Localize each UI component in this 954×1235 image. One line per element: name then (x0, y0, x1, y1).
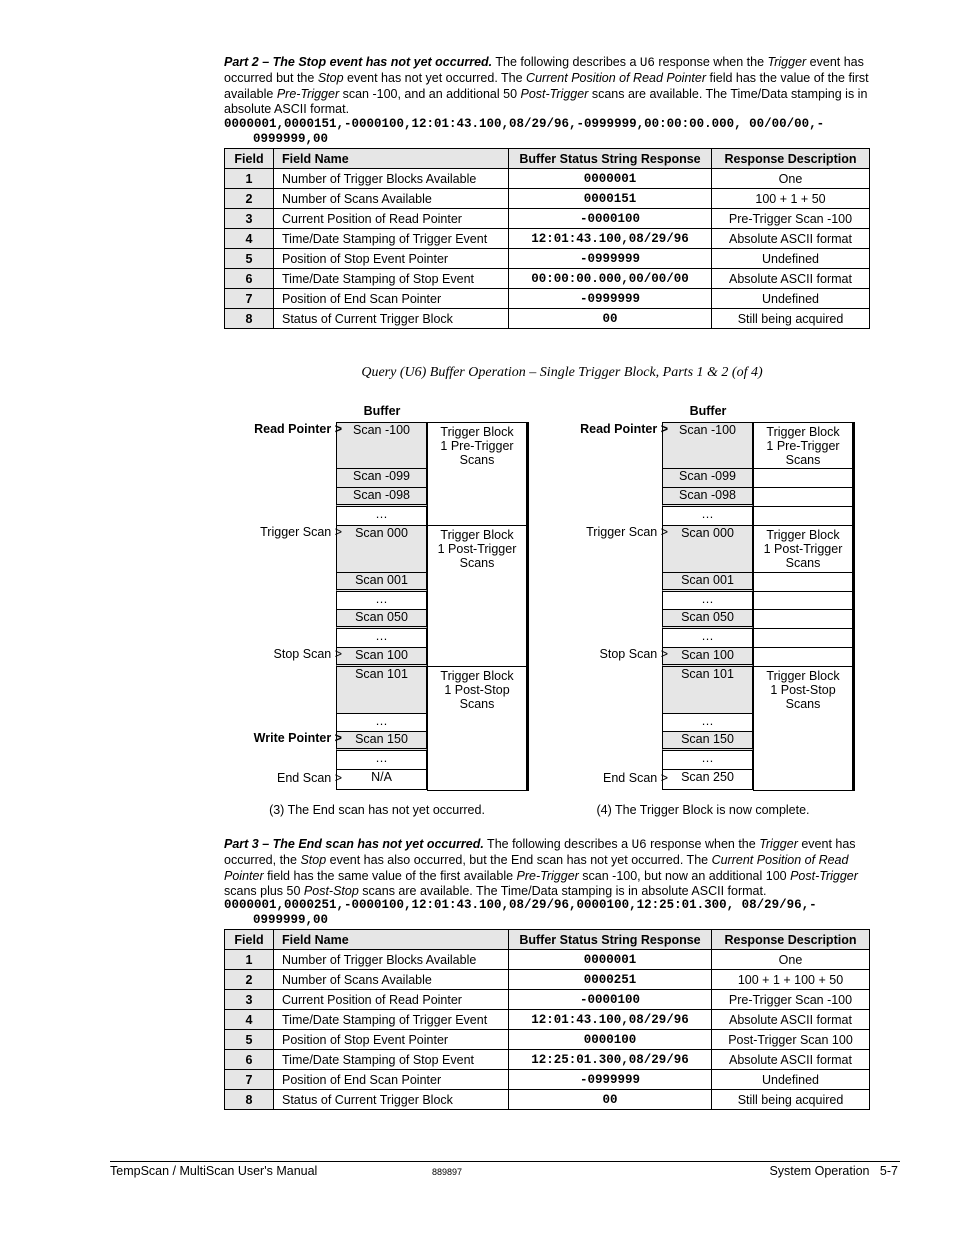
pointer-label-trigger: Trigger Scan > (586, 525, 668, 539)
part3-text-segment: event has also occurred, but the End scan has not yet occurred. The (326, 853, 712, 868)
footer-part-number: 889897 (432, 1167, 463, 1177)
table-row (225, 1030, 870, 1050)
part2-text-segment: Current Position of Read Pointer (526, 71, 707, 86)
part3-text-segment: event has occurred, the (224, 837, 856, 868)
col-field-name: Field Name (274, 930, 509, 950)
buffer-scan-cell: Scan 100 (662, 647, 753, 667)
field-number-cell: 5 (225, 249, 274, 269)
field-name-cell: Time/Date Stamping of Stop Event (274, 1050, 509, 1070)
buffer-scan-cell: Scan 050 (662, 609, 753, 629)
table-row (225, 269, 870, 289)
field-name-cell: Status of Current Trigger Block (274, 1090, 509, 1110)
field-name-cell: Position of Stop Event Pointer (274, 1030, 509, 1050)
table-row (225, 189, 870, 209)
buffer-scan-cell: Scan 000 (336, 525, 427, 573)
buffer-status-cell: 0000001 (509, 950, 712, 970)
part3-code-line2: 0999999,00 (253, 913, 329, 927)
part3-title: Part 3 – The End scan has not yet occurred. (224, 837, 484, 851)
field-name-cell: Number of Trigger Blocks Available (274, 169, 509, 189)
table-row (225, 289, 870, 309)
buffer-scan-cell: Scan -100 (336, 422, 427, 470)
empty-block-cell (753, 487, 853, 507)
buffer-status-cell: -0999999 (509, 249, 712, 269)
empty-block-cell (753, 591, 853, 611)
response-description-cell: Undefined (712, 289, 870, 309)
response-description-cell: Absolute ASCII format (712, 1050, 870, 1070)
pointer-label-end: End Scan > (277, 771, 342, 785)
response-description-cell: Post-Trigger Scan 100 (712, 1030, 870, 1050)
buffer-status-cell: 12:01:43.100,08/29/96 (509, 229, 712, 249)
part2-text-segment: scans are available. The Time/Data stamping is in absolute ASCII format. (224, 86, 868, 116)
table-row (225, 209, 870, 229)
part3-text-segment: field has the same value of the first available (263, 868, 517, 883)
buffer-scan-cell: … (336, 750, 427, 770)
buffer-status-cell: 0000151 (509, 189, 712, 209)
buffer-status-cell: 12:01:43.100,08/29/96 (509, 1010, 712, 1030)
col-field: Field (225, 930, 274, 950)
response-description-cell: Still being acquired (712, 1090, 870, 1110)
field-number-cell: 7 (225, 1070, 274, 1090)
part3-text-segment: Pre-Trigger (516, 868, 579, 883)
part3-text-segment: Current Position of Read Pointer (224, 853, 849, 883)
diagram-subcaption: (3) The End scan has not yet occurred. (269, 803, 485, 817)
buffer-diagram-4 (538, 402, 868, 817)
trigger-block-label: Trigger Block 1 Post-Trigger Scans (427, 525, 527, 667)
pointer-label-read: Read Pointer > (580, 422, 668, 436)
buffer-scan-cell: … (662, 713, 753, 733)
trigger-block-label: Trigger Block 1 Post-Stop Scans (427, 666, 527, 791)
trigger-block-label: Trigger Block 1 Pre-Trigger Scans (753, 422, 853, 526)
part3-text-segment: scan -100, but now an additional 100 (578, 868, 791, 883)
empty-block-cell (753, 628, 853, 648)
part2-paragraph (224, 55, 884, 117)
field-number-cell: 2 (225, 970, 274, 990)
table-row (225, 970, 870, 990)
response-description-cell: Pre-Trigger Scan -100 (712, 209, 870, 229)
part2-code-line2: 0999999,00 (253, 132, 329, 146)
part2-text-segment: Trigger (767, 55, 807, 69)
part2-text-segment: event has not yet occurred. The (343, 71, 527, 86)
field-name-cell: Time/Date Stamping of Stop Event (274, 269, 509, 289)
response-description-cell: Absolute ASCII format (712, 1010, 870, 1030)
part3-text-segment: response when the (646, 837, 760, 851)
buffer-scan-cell: Scan 000 (662, 525, 753, 573)
buffer-shadow-edge (527, 422, 529, 791)
buffer-status-cell: 12:25:01.300,08/29/96 (509, 1050, 712, 1070)
response-description-cell: Absolute ASCII format (712, 229, 870, 249)
part3-text-segment: Stop (300, 853, 327, 868)
field-name-cell: Time/Date Stamping of Trigger Event (274, 229, 509, 249)
table-row (225, 169, 870, 189)
buffer-scan-cell: … (662, 628, 753, 648)
field-number-cell: 3 (225, 209, 274, 229)
part3-response-string (224, 898, 914, 928)
buffer-status-cell: 0000100 (509, 1030, 712, 1050)
trigger-block-label: Trigger Block 1 Pre-Trigger Scans (427, 422, 527, 526)
buffer-status-cell: 00:00:00.000,00/00/00 (509, 269, 712, 289)
field-number-cell: 7 (225, 289, 274, 309)
buffer-status-cell: -0000100 (509, 990, 712, 1010)
field-number-cell: 4 (225, 1010, 274, 1030)
response-description-cell: One (712, 950, 870, 970)
table-row (225, 1090, 870, 1110)
footer-manual-title: TempScan / MultiScan User's Manual (110, 1164, 318, 1178)
field-number-cell: 6 (225, 269, 274, 289)
field-number-cell: 5 (225, 1030, 274, 1050)
buffer-scan-cell: … (662, 506, 753, 526)
table-row (225, 1010, 870, 1030)
buffer-heading: Buffer (689, 404, 727, 418)
table-row (225, 950, 870, 970)
col-response-description: Response Description (712, 149, 870, 169)
table-row (225, 229, 870, 249)
field-number-cell: 3 (225, 990, 274, 1010)
col-response-description: Response Description (712, 930, 870, 950)
part3-text-segment: U6 (631, 838, 647, 852)
part3-paragraph (224, 837, 884, 899)
field-name-cell: Position of End Scan Pointer (274, 289, 509, 309)
buffer-status-cell: -0000100 (509, 209, 712, 229)
part2-text-segment: response when the (654, 55, 768, 69)
col-buffer-status: Buffer Status String Response (509, 930, 712, 950)
buffer-scan-cell: … (336, 628, 427, 648)
buffer-scan-cell: Scan 101 (662, 666, 753, 714)
field-name-cell: Status of Current Trigger Block (274, 309, 509, 329)
buffer-scan-cell: … (336, 591, 427, 611)
buffer-scan-cell: Scan -100 (662, 422, 753, 470)
part3-text-segment: Trigger (759, 837, 798, 851)
table-row (225, 990, 870, 1010)
pointer-label-trigger: Trigger Scan > (260, 525, 342, 539)
response-description-cell: Undefined (712, 249, 870, 269)
part2-text-segment: Post-Trigger (520, 86, 589, 101)
part2-response-string (224, 117, 914, 147)
field-name-cell: Number of Trigger Blocks Available (274, 950, 509, 970)
part2-text-segment: field has the value of the first available (224, 71, 869, 101)
field-number-cell: 8 (225, 309, 274, 329)
part3-text-segment: Post-Trigger (790, 868, 858, 883)
field-number-cell: 4 (225, 229, 274, 249)
buffer-scan-cell: … (336, 713, 427, 733)
field-name-cell: Number of Scans Available (274, 189, 509, 209)
empty-block-cell (753, 647, 853, 667)
field-name-cell: Current Position of Read Pointer (274, 209, 509, 229)
col-field-name: Field Name (274, 149, 509, 169)
part2-text-segment: Pre-Trigger (276, 86, 340, 101)
field-number-cell: 8 (225, 1090, 274, 1110)
buffer-scan-cell: Scan 250 (662, 769, 753, 790)
pointer-label-read: Read Pointer > (254, 422, 342, 436)
part3-code-line1: 0000001,0000251,-0000100,12:01:43.100,08/29/96,0000100,12:25:01.300, 08/29/96,- (224, 898, 817, 912)
buffer-status-cell: 00 (509, 1090, 712, 1110)
response-description-cell: Absolute ASCII format (712, 269, 870, 289)
field-name-cell: Time/Date Stamping of Trigger Event (274, 1010, 509, 1030)
pointer-label-end: End Scan > (603, 771, 668, 785)
field-name-cell: Current Position of Read Pointer (274, 990, 509, 1010)
buffer-scan-cell: Scan 001 (336, 572, 427, 592)
buffer-scan-cell: Scan 100 (336, 647, 427, 667)
col-field: Field (225, 149, 274, 169)
part3-text-segment: The following describes a (483, 837, 632, 851)
part2-code-line1: 0000001,0000151,-0000100,12:01:43.100,08/29/96,-0999999,00:00:00.000, 00/00/00,- (224, 117, 825, 131)
empty-block-cell (753, 609, 853, 629)
buffer-scan-cell: … (662, 591, 753, 611)
part2-text-segment: The following describes a (492, 55, 640, 69)
response-description-cell: Pre-Trigger Scan -100 (712, 990, 870, 1010)
buffer-status-cell: -0999999 (509, 1070, 712, 1090)
buffer-scan-cell: Scan 101 (336, 666, 427, 714)
buffer-diagram-3 (212, 402, 542, 817)
part2-title: Part 2 – The Stop event has not yet occurred. (224, 55, 493, 69)
buffer-scan-cell: Scan 050 (336, 609, 427, 629)
pointer-label-stop: Stop Scan > (273, 647, 342, 661)
part2-text-segment: U6 (639, 56, 655, 70)
buffer-status-cell: 0000001 (509, 169, 712, 189)
response-description-cell: 100 + 1 + 100 + 50 (712, 970, 870, 990)
empty-block-cell (753, 468, 853, 488)
diagram-subcaption: (4) The Trigger Block is now complete. (596, 803, 810, 817)
footer-rule (110, 1161, 900, 1162)
field-name-cell: Position of Stop Event Pointer (274, 249, 509, 269)
buffer-scan-cell: … (662, 750, 753, 770)
buffer-status-cell: 00 (509, 309, 712, 329)
table-row (225, 1050, 870, 1070)
part2-field-table (224, 148, 870, 329)
buffer-scan-cell: Scan 001 (662, 572, 753, 592)
empty-block-cell (753, 572, 853, 592)
pointer-label-stop: Stop Scan > (599, 647, 668, 661)
response-description-cell: Still being acquired (712, 309, 870, 329)
footer-page-number: System Operation 5-7 (769, 1164, 898, 1178)
buffer-shadow-edge (853, 422, 855, 791)
table-row (225, 249, 870, 269)
field-number-cell: 2 (225, 189, 274, 209)
part3-text-segment: scans are available. The Time/Data stamping is in absolute ASCII format. (358, 883, 767, 898)
buffer-scan-cell: Scan -099 (662, 468, 753, 488)
buffer-status-cell: -0999999 (509, 289, 712, 309)
field-number-cell: 6 (225, 1050, 274, 1070)
buffer-scan-cell: Scan -098 (662, 487, 753, 507)
trigger-block-label: Trigger Block 1 Post-Trigger Scans (753, 525, 853, 667)
trigger-block-label: Trigger Block 1 Post-Stop Scans (753, 666, 853, 791)
pointer-label-write: Write Pointer > (253, 731, 342, 745)
part2-text-segment: scan -100, and an additional 50 (339, 86, 521, 101)
empty-block-cell (753, 506, 853, 526)
field-name-cell: Position of End Scan Pointer (274, 1070, 509, 1090)
buffer-status-cell: 0000251 (509, 970, 712, 990)
response-description-cell: One (712, 169, 870, 189)
figure-caption: Query (U6) Buffer Operation – Single Trigger Block, Parts 1 & 2 (of 4) (361, 365, 763, 380)
part2-text-segment: Stop (317, 71, 344, 86)
buffer-scan-cell: Scan 150 (662, 731, 753, 751)
buffer-scan-cell: N/A (336, 769, 427, 790)
col-buffer-status: Buffer Status String Response (509, 149, 712, 169)
part2-text-segment: event has occurred but the (224, 55, 864, 86)
part3-text-segment: Post-Stop (303, 883, 359, 898)
part3-field-table (224, 929, 870, 1110)
response-description-cell: 100 + 1 + 50 (712, 189, 870, 209)
buffer-scan-cell: Scan 150 (336, 731, 427, 751)
field-number-cell: 1 (225, 950, 274, 970)
buffer-scan-cell: Scan -098 (336, 487, 427, 507)
table-row (225, 309, 870, 329)
part3-text-segment: scans plus 50 (224, 883, 304, 898)
table-row (225, 1070, 870, 1090)
buffer-heading: Buffer (363, 404, 401, 418)
field-number-cell: 1 (225, 169, 274, 189)
buffer-scan-cell: Scan -099 (336, 468, 427, 488)
buffer-scan-cell: … (336, 506, 427, 526)
response-description-cell: Undefined (712, 1070, 870, 1090)
field-name-cell: Number of Scans Available (274, 970, 509, 990)
